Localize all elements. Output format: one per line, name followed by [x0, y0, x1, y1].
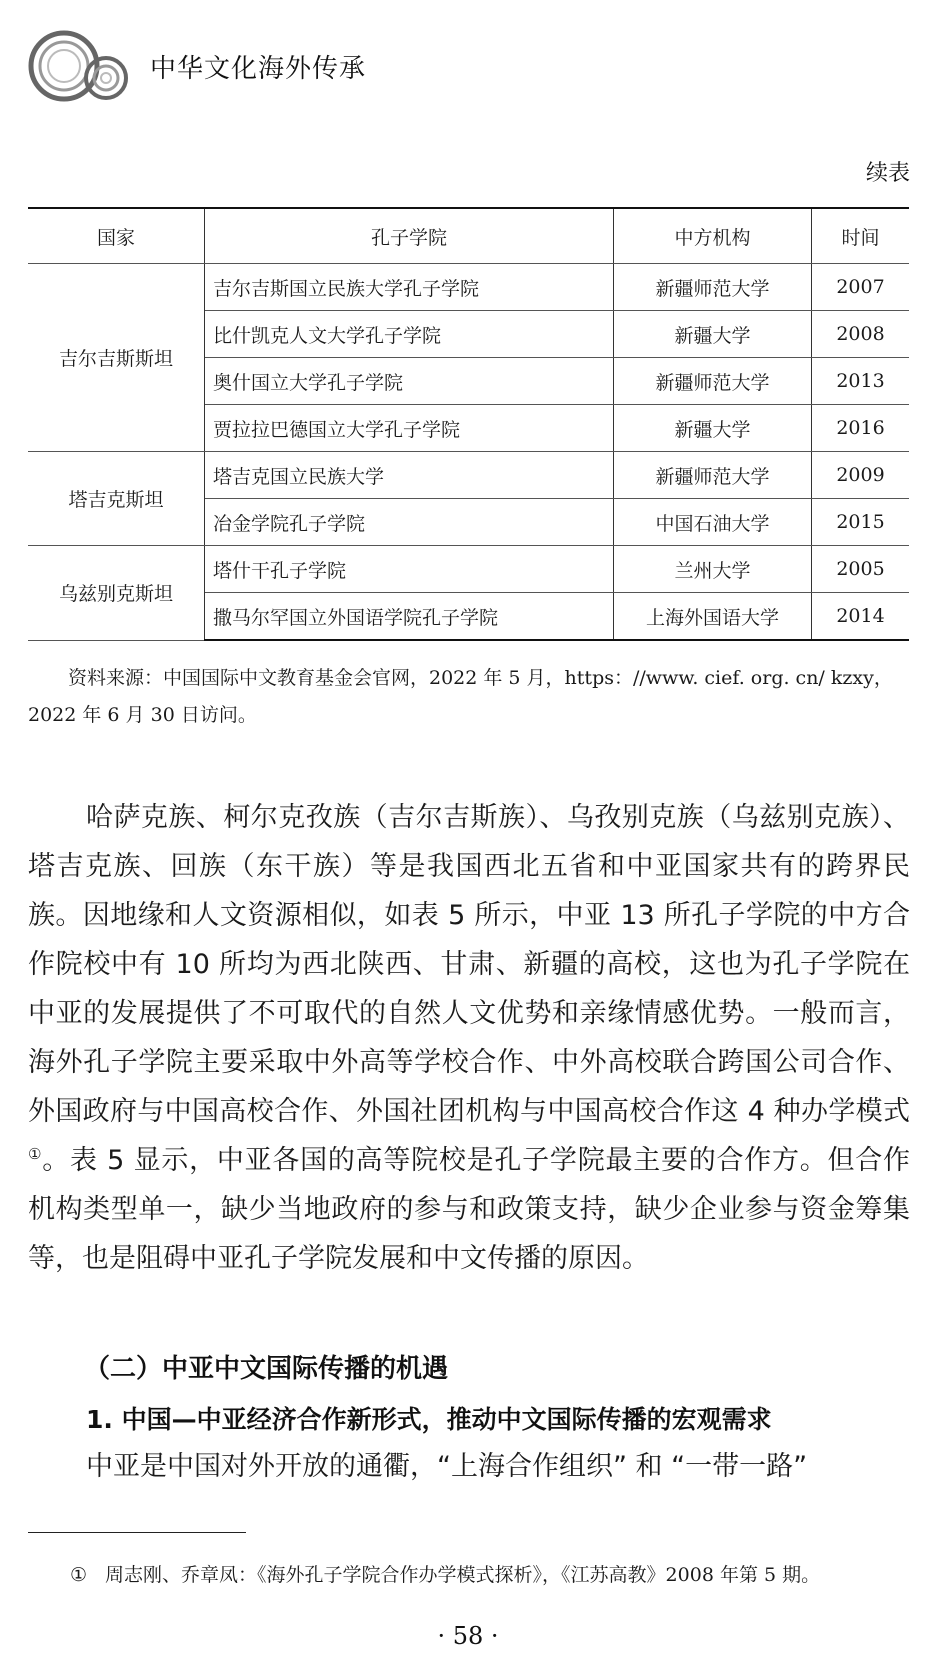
year-cell: 2009: [812, 452, 910, 499]
footnote-text: 周志刚、乔章凤：《海外孔子学院合作办学模式探析》，《江苏高教》2008 年第 5 期。: [105, 1564, 821, 1586]
partner-cell: 新疆师范大学: [614, 358, 812, 405]
year-cell: 2005: [812, 546, 910, 593]
partner-cell: 新疆师范大学: [614, 264, 812, 311]
table-row: [28, 546, 909, 593]
partner-cell: 新疆大学: [614, 311, 812, 358]
institute-cell: 吉尔吉斯国立民族大学孔子学院: [205, 264, 614, 311]
institute-cell: 塔什干孔子学院: [205, 546, 614, 593]
year-cell: 2014: [812, 593, 910, 641]
country-cell: 乌兹别克斯坦: [28, 546, 205, 641]
year-cell: 2013: [812, 358, 910, 405]
paragraph-text: 哈萨克族、柯尔克孜族（吉尔吉斯族）、乌孜别克族（乌兹别克族）、塔吉克族、回族（东干族）等是我国西北五省和中亚国家共有的跨界民族。因地缘和人文资源相似，如表 5 所示，中亚 13 所孔子学院的中方合作院校中有 10 所均为西北陕西、甘肃、新疆的高校，这也为孔子学院在中亚的发展提供了不可取代的自然人文优势和亲缘情感优势。一般而言，海外孔子学院主要采取中外高等学校合作、中外高校联合跨国公司合作、外国政府与中国高校合作、外国社团机构与中国高校合作这 4 种办学模式: [28, 802, 910, 1127]
country-cell: 吉尔吉斯斯坦: [28, 264, 205, 452]
institute-cell: 撒马尔罕国立外国语学院孔子学院: [205, 593, 614, 641]
year-cell: 2016: [812, 405, 910, 452]
country-cell: 塔吉克斯坦: [28, 452, 205, 546]
column-header-year: 时间: [812, 208, 910, 264]
subsection-heading: 1. 中国—中亚经济合作新形式，推动中文国际传播的宏观需求: [86, 1405, 772, 1434]
institute-cell: 奥什国立大学孔子学院: [205, 358, 614, 405]
footnote-divider: [28, 1532, 246, 1533]
partner-cell: 新疆大学: [614, 405, 812, 452]
page-number: · 58 ·: [437, 1622, 499, 1650]
year-cell: 2015: [812, 499, 910, 546]
body-paragraph: [28, 793, 910, 1283]
table-header-row: [28, 208, 909, 264]
partner-cell: 上海外国语大学: [614, 593, 812, 641]
footnote-reference[interactable]: ①: [28, 1145, 43, 1163]
column-header-partner: 中方机构: [614, 208, 812, 264]
table-continued-label: 续表: [865, 161, 910, 186]
footnote: [70, 1560, 910, 1587]
publisher-logo-icon: [26, 28, 136, 108]
body-paragraph-lead: 中亚是中国对外开放的通衢，“上海合作组织” 和 “一带一路”: [86, 1451, 808, 1482]
column-header-institute: 孔子学院: [205, 208, 614, 264]
table-row: [28, 452, 909, 499]
section-heading: （二）中亚中文国际传播的机遇: [84, 1354, 449, 1384]
column-header-country: 国家: [28, 208, 205, 264]
partner-cell: 中国石油大学: [614, 499, 812, 546]
footnote-mark: ①: [70, 1564, 88, 1586]
table-source-note: 资料来源：中国国际中文教育基金会官网，2022 年 5 月，https：//www. cief. org. cn/ kzxy，2022 年 6 月 30 日访问。: [28, 667, 893, 726]
table-row: [28, 264, 909, 311]
institute-cell: 比什凯克人文大学孔子学院: [205, 311, 614, 358]
paragraph-text-continued: 。表 5 显示，中亚各国的高等院校是孔子学院最主要的合作方。但合作机构类型单一，缺少当地政府的参与和政策支持，缺少企业参与资金筹集等，也是阻碍中亚孔子学院发展和中文传播的原因。: [28, 1145, 911, 1274]
institute-cell: 冶金学院孔子学院: [205, 499, 614, 546]
year-cell: 2007: [812, 264, 910, 311]
institute-cell: 贾拉拉巴德国立大学孔子学院: [205, 405, 614, 452]
year-cell: 2008: [812, 311, 910, 358]
running-header-title: 中华文化海外传承: [150, 54, 367, 84]
partner-cell: 兰州大学: [614, 546, 812, 593]
confucius-institutes-table: [28, 207, 909, 641]
institute-cell: 塔吉克国立民族大学: [205, 452, 614, 499]
partner-cell: 新疆师范大学: [614, 452, 812, 499]
